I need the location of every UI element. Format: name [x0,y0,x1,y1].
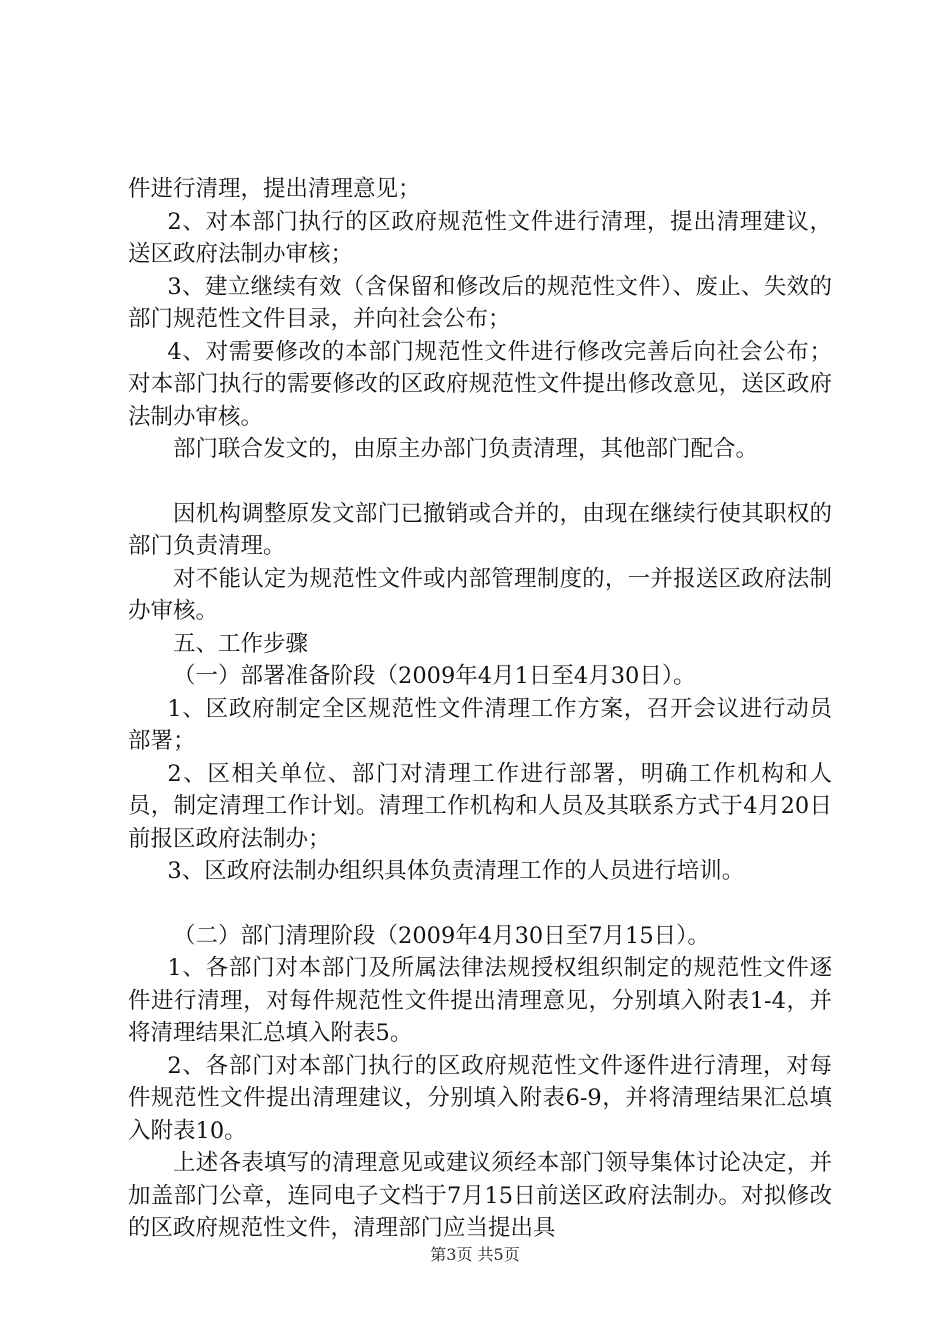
paragraph-prep-1: 1、区政府制定全区规范性文件清理工作方案，召开会议进行动员部署； [128,695,832,754]
paragraph-prep-2: 2、区相关单位、部门对清理工作进行部署，明确工作机构和人员，制定清理工作计划。清理工作机构和人员及其联系方式于4月20日前报区政府法制办； [128,760,832,852]
paragraph-forms-note: 上述各表填写的清理意见或建议须经本部门领导集体讨论决定，并加盖部门公章，连同电子文档于7月15日前送区政府法制办。对拟修改的区政府规范性文件，清理部门应当提出具 [128,1150,832,1241]
paragraph-unidentified: 对不能认定为规范性文件或内部管理制度的，一并报送区政府法制办审核。 [128,565,832,624]
paragraph-restructuring: 因机构调整原发文部门已撤销或合并的，由现在继续行使其职权的部门负责清理。 [128,500,832,559]
paragraph-item-3: 3、建立继续有效（含保留和修改后的规范性文件）、废止、失效的部门规范性文件目录，并向社会公布； [128,273,832,332]
paragraph-gap [128,466,832,498]
paragraph-item-2: 2、对本部门执行的区政府规范性文件进行清理，提出清理建议，送区政府法制办审核； [128,208,832,267]
subheading-preparation: （一）部署准备阶段（2009年4月1日至4月30日）。 [173,663,696,689]
paragraph-item-4: 4、对需要修改的本部门规范性文件进行修改完善后向社会公布；对本部门执行的需要修改的区政府规范性文件提出修改意见，送区政府法制办审核。 [128,338,832,430]
page-footer: 第3页 共5页 [430,1245,520,1264]
paragraph-cleanup-2: 2、各部门对本部门执行的区政府规范性文件逐件进行清理，对每件规范性文件提出清理建议，分别填入附表6-9，并将清理结果汇总填入附表10。 [128,1052,832,1144]
paragraph-continuation: 件进行清理，提出清理意见； [128,176,421,202]
paragraph-gap [128,888,832,920]
paragraph-prep-3: 3、区政府法制办组织具体负责清理工作的人员进行培训。 [167,858,745,884]
paragraph-cleanup-1: 1、各部门对本部门及所属法律法规授权组织制定的规范性文件逐件进行清理，对每件规范性文件提出清理意见，分别填入附表1-4，并将清理结果汇总填入附表5。 [128,955,832,1046]
section-heading-steps: 五、工作步骤 [173,630,309,657]
document-body [128,173,832,1245]
paragraph-joint-issuance: 部门联合发文的，由原主办部门负责清理，其他部门配合。 [173,436,759,462]
subheading-cleanup: （二）部门清理阶段（2009年4月30日至7月15日）。 [173,922,710,949]
